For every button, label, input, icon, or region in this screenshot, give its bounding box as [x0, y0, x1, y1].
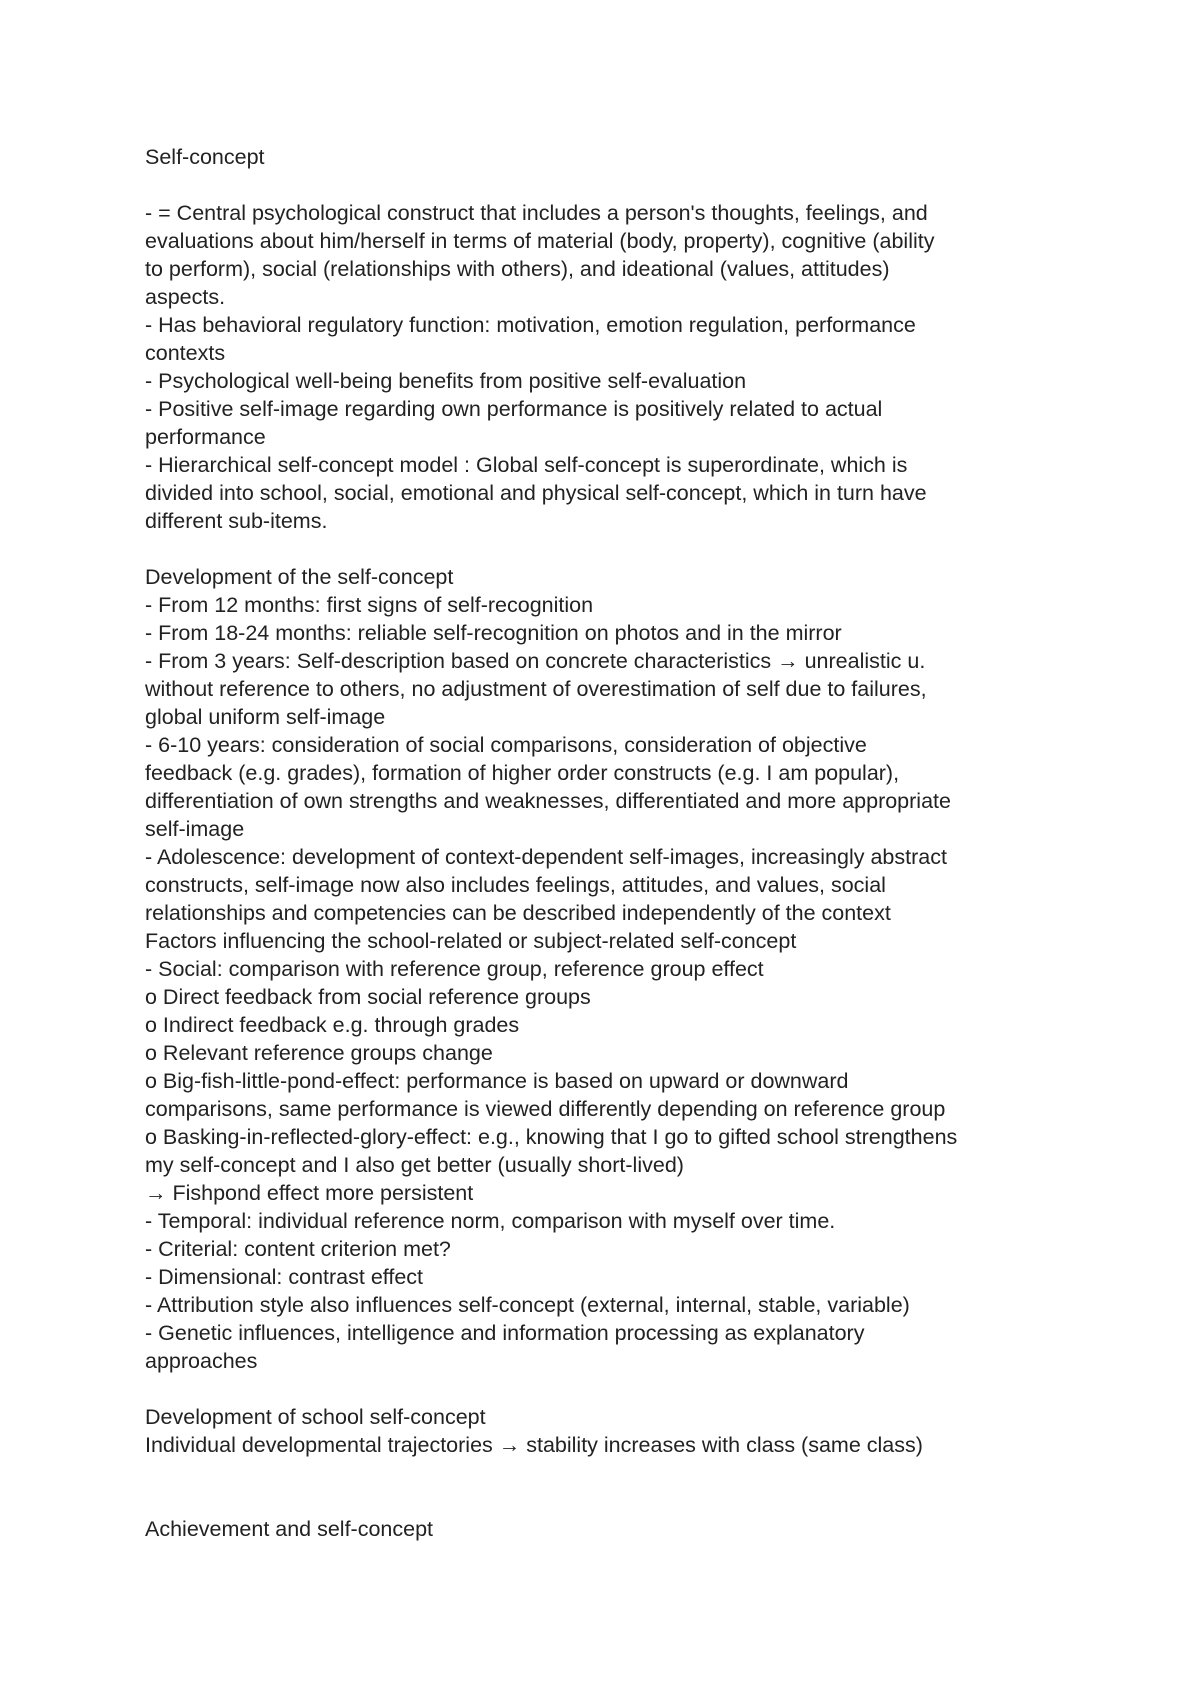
text-line: - Hierarchical self-concept model : Global self-concept is superordinate, which is — [145, 453, 908, 477]
text-line: Factors influencing the school-related or subject-related self-concept — [145, 929, 797, 953]
text-line: performance — [145, 425, 266, 449]
section-heading: Development of school self-concept — [145, 1405, 486, 1429]
document-page — [145, 143, 1075, 1543]
section-self-concept — [145, 143, 1075, 535]
text-line: - Temporal: individual reference norm, comparison with myself over time. — [145, 1209, 836, 1233]
text-line: - Psychological well-being benefits from positive self-evaluation — [145, 369, 747, 393]
text-line: - Criterial: content criterion met? — [145, 1237, 451, 1261]
text-line: Individual developmental trajectories → stability increases with class (same class) — [145, 1433, 923, 1457]
text-line: - From 3 years: Self-description based on concrete characteristics → unrealistic u. — [145, 649, 926, 673]
paragraph-gap — [145, 1459, 1075, 1515]
text-line: - Dimensional: contrast effect — [145, 1265, 424, 1289]
section-school-self-concept — [145, 1403, 1075, 1459]
text-line: → Fishpond effect more persistent — [145, 1181, 474, 1205]
text-line: feedback (e.g. grades), formation of higher order constructs (e.g. I am popular), — [145, 761, 900, 785]
text-line: - From 18-24 months: reliable self-recognition on photos and in the mirror — [145, 621, 842, 645]
text-line: - Adolescence: development of context-dependent self-images, increasingly abstract — [145, 845, 947, 869]
text-line: o Direct feedback from social reference groups — [145, 985, 591, 1009]
text-line: - Has behavioral regulatory function: motivation, emotion regulation, performance — [145, 313, 916, 337]
section-heading: Development of the self-concept — [145, 565, 454, 589]
text-line: - = Central psychological construct that includes a person's thoughts, feelings, and — [145, 201, 928, 225]
text-line: divided into school, social, emotional and physical self-concept, which in turn have — [145, 481, 927, 505]
paragraph-gap — [145, 535, 1075, 563]
text-line: differentiation of own strengths and weaknesses, differentiated and more appropriate — [145, 789, 951, 813]
paragraph-gap — [145, 1375, 1075, 1403]
text-line: - Genetic influences, intelligence and information processing as explanatory — [145, 1321, 865, 1345]
text-line: contexts — [145, 341, 226, 365]
text-line: evaluations about him/herself in terms of material (body, property), cognitive (ability — [145, 229, 935, 253]
text-line: my self-concept and I also get better (usually short-lived) — [145, 1153, 684, 1177]
text-line: - From 12 months: first signs of self-recognition — [145, 593, 594, 617]
section-heading: Self-concept — [145, 145, 265, 169]
text-line: constructs, self-image now also includes feelings, attitudes, and values, social — [145, 873, 886, 897]
text-line: comparisons, same performance is viewed differently depending on reference group — [145, 1097, 946, 1121]
text-line: - Positive self-image regarding own performance is positively related to actual — [145, 397, 883, 421]
text-line: o Big-fish-little-pond-effect: performance is based on upward or downward — [145, 1069, 849, 1093]
text-line: o Relevant reference groups change — [145, 1041, 493, 1065]
section-development — [145, 563, 1075, 1375]
text-line: - Social: comparison with reference group, reference group effect — [145, 957, 764, 981]
text-line: o Basking-in-reflected-glory-effect: e.g., knowing that I go to gifted school strengthens — [145, 1125, 958, 1149]
text-line: different sub-items. — [145, 509, 328, 533]
text-line: - 6-10 years: consideration of social comparisons, consideration of objective — [145, 733, 867, 757]
text-line: global uniform self-image — [145, 705, 386, 729]
text-line: aspects. — [145, 285, 226, 309]
section-heading: Achievement and self-concept — [145, 1517, 434, 1541]
text-line: to perform), social (relationships with others), and ideational (values, attitudes) — [145, 257, 890, 281]
text-line: o Indirect feedback e.g. through grades — [145, 1013, 520, 1037]
text-line: - Attribution style also influences self-concept (external, internal, stable, variable) — [145, 1293, 910, 1317]
text-line: self-image — [145, 817, 245, 841]
text-line: approaches — [145, 1349, 258, 1373]
paragraph-gap — [145, 171, 1075, 199]
text-line: relationships and competencies can be described independently of the context — [145, 901, 891, 925]
section-achievement — [145, 1515, 1075, 1543]
text-line: without reference to others, no adjustment of overestimation of self due to failures, — [145, 677, 927, 701]
